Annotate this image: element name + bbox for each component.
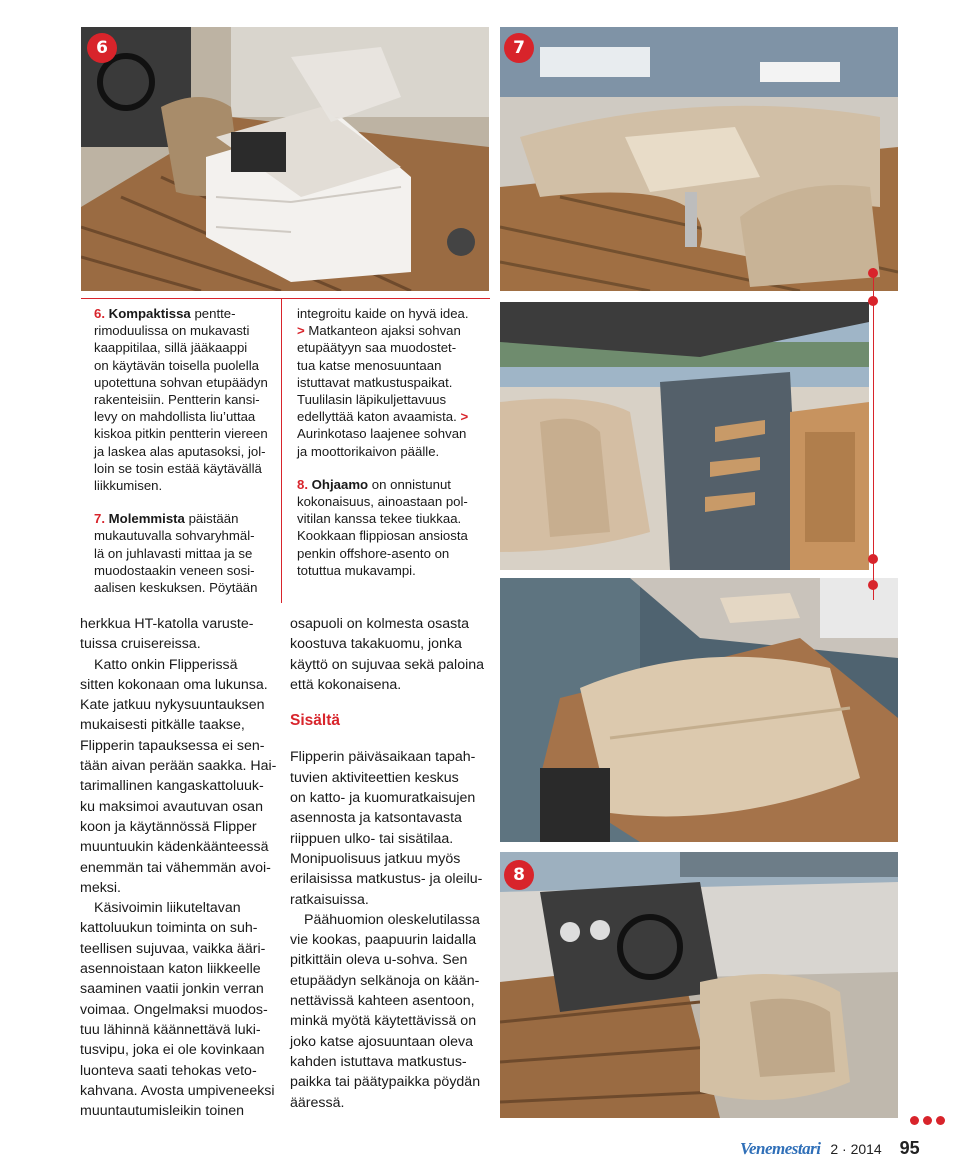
arrow-marker: > (297, 323, 305, 339)
caption-6-line: loin se tosin estää käytävällä (94, 460, 262, 476)
photo-cabin-stairs (500, 302, 869, 570)
body-line: koostuva takakuomu, jonka (290, 636, 462, 653)
body-line: tuu lähinnä käännettävä luki- (80, 1021, 261, 1038)
caption-8 (297, 476, 497, 579)
caption-8-line: penkin offshore-asento on (297, 545, 450, 561)
body-line: on katto- ja kuomuratkaisujen (290, 790, 476, 807)
body-column-1 (80, 614, 280, 1121)
body-line: tään aivan perään saakka. Hai- (80, 758, 277, 775)
caption-6-line: upotettuna sohvan etupäädyn (94, 374, 268, 390)
body-line: voimaa. Ongelmaksi muodos- (80, 1001, 268, 1018)
body-line: että kokonaisena. (290, 676, 402, 693)
body-paragraph (290, 614, 495, 695)
body-line: mukaisesti pitkälle taakse, (80, 717, 245, 734)
caption-8-line: on onnistunut (371, 476, 451, 492)
caption-7-continued (297, 305, 497, 460)
caption-frame-mid (281, 298, 282, 603)
caption-8-line: Kookkaan flippiosan ansiosta (297, 528, 468, 544)
caption-line: istuttavat matkustuspaikat. (297, 374, 453, 390)
caption-frame-top-left (81, 298, 490, 299)
body-line: muuntuukin kädenkäänteessä (80, 839, 269, 856)
body-line: asennoistaan katon liikkeelle (80, 961, 261, 978)
body-line: kahvana. Avosta umpiveneeksi (80, 1082, 275, 1099)
section-heading: Sisältä (290, 712, 340, 730)
body-line: tusvipu, joka ei ole kovinkaan (80, 1042, 265, 1059)
body-line: Päähuomion oleskelutilassa (304, 911, 480, 928)
body-line: minkä myötä käytettävissä on (290, 1013, 477, 1030)
body-paragraph (80, 655, 280, 899)
caption-8-line: vitilan kanssa tekee tiukkaa. (297, 511, 462, 527)
body-line: tuvien aktiviteettien keskus (290, 769, 459, 786)
arrow-marker: > (460, 409, 469, 425)
body-line: Käsivoimin liikuteltavan (94, 900, 241, 917)
end-marker-dots (910, 1112, 949, 1130)
caption-line: edellyttää katon avaamista. (297, 409, 457, 425)
caption-7-line: mukautuvalla sohvaryhmäl- (94, 528, 255, 544)
body-line: ku maksimoi avautuvan osan (80, 798, 263, 815)
body-line: muuntautumisleikin toinen (80, 1103, 245, 1120)
body-line: kahden istuttava matkustus- (290, 1053, 467, 1070)
caption-6-line: levy on mahdollista liu’uttaa (94, 409, 256, 425)
page-number: 95 (899, 1138, 920, 1158)
body-paragraph (290, 747, 495, 909)
caption-6-number: 6. (94, 306, 105, 321)
caption-8-line: kokonaisuus, ainoastaan pol- (297, 494, 468, 510)
body-line: Monipuolisuus jatkuu myös (290, 850, 461, 867)
photo-kitchen-module (81, 27, 489, 291)
caption-line: ja moottorikaivon päälle. (297, 443, 440, 459)
caption-8-number: 8. (297, 476, 308, 492)
body-line: etupäädyn selkänoja on kään- (290, 972, 480, 989)
caption-6 (94, 305, 279, 494)
caption-8-line: totuttua mukavampi. (297, 562, 416, 578)
body-line: pitkittäin oleva u-sohva. Sen (290, 952, 468, 969)
body-line: nettävissä kahteen asentoon, (290, 993, 475, 1010)
body-line: tarimallinen kangaskattoluuk- (80, 778, 264, 795)
body-line: kattoluukun toiminta on suh- (80, 920, 258, 937)
body-line: Kate jatkuu nykysuuntauksen (80, 697, 265, 714)
body-line: Flipperin tapauksessa ei sen- (80, 737, 265, 754)
body-line: riippuen ulko- tai sisätilaa. (290, 830, 454, 847)
caption-6-line: rakenteisiin. Pentterin kansi- (94, 392, 260, 408)
body-line: teellisen sujuvaa, vaikka ääri- (80, 940, 266, 957)
caption-line: Aurinkotaso laajenee sohvan (297, 426, 467, 442)
caption-line: etupäätyyn saa muodostet- (297, 340, 457, 356)
frame-dot-4 (868, 580, 878, 590)
frame-dot-2 (868, 296, 878, 306)
body-line: osapuoli on kolmesta osasta (290, 616, 470, 632)
caption-6-line: ja laskea alas aputasoksi, jol- (94, 443, 266, 459)
photo-badge-6: 6 (87, 33, 117, 63)
caption-7 (94, 510, 279, 596)
caption-line: integroitu kaide on hyvä idea. (297, 306, 469, 321)
body-line: koon ja käytännössä Flipper (80, 818, 257, 835)
body-line: Flipperin päiväsaikaan tapah- (290, 749, 476, 766)
caption-7-line: päistään (188, 511, 239, 527)
photo-sofa-lounge (500, 27, 898, 291)
body-paragraph (290, 910, 495, 1113)
caption-7-number: 7. (94, 511, 105, 527)
body-line: meksi. (80, 879, 121, 896)
body-paragraph (80, 614, 280, 655)
caption-right (297, 305, 497, 579)
body-line: tuissa cruisereissa. (80, 636, 201, 653)
photo-aft-sunbed (500, 578, 898, 842)
body-paragraph (80, 898, 280, 1121)
caption-7-lead: Molemmista (108, 511, 185, 527)
caption-6-line: liikkumisen. (94, 478, 163, 494)
body-line: saaminen vaatii jonkin verran (80, 981, 264, 998)
photo-badge-8: 8 (504, 860, 534, 890)
caption-6-line: rimoduulissa on mukavasti (94, 323, 250, 339)
body-line: paikka tai päätypaikka pöydän (290, 1074, 481, 1091)
frame-dot-1 (868, 268, 878, 278)
magazine-brand: Venemestari (740, 1139, 821, 1158)
caption-6-line: on käytävän toisella puolella (94, 357, 259, 373)
caption-frame-right (873, 268, 874, 600)
photo-badge-7: 7 (504, 33, 534, 63)
caption-7-line: aalisen keskuksen. Pöytään (94, 580, 258, 596)
caption-line: tua katse menosuuntaan (297, 357, 442, 373)
page-footer (740, 1138, 920, 1159)
caption-7-line: muodostaakin veneen sosi- (94, 562, 255, 578)
caption-left (94, 305, 279, 596)
body-line: käyttö on sujuvaa sekä paloina (290, 656, 485, 673)
body-line: herkkua HT-katolla varuste- (80, 616, 254, 632)
caption-6-line: pentte- (194, 306, 236, 321)
issue-number: 2 · 2014 (830, 1141, 882, 1157)
body-line: enemmän tai vähemmän avoi- (80, 859, 271, 876)
body-line: erilaisissa matkustus- ja oleilu- (290, 871, 483, 888)
frame-dot-3 (868, 554, 878, 564)
body-line: ääressä. (290, 1094, 345, 1111)
caption-6-line: kaappitilaa, sillä jääkaappi (94, 340, 248, 356)
body-column-2 (290, 614, 495, 1113)
body-line: asennosta ja katsontavasta (290, 810, 462, 827)
body-line: Katto onkin Flipperissä (94, 656, 238, 673)
caption-line: Matkanteon ajaksi sohvan (308, 323, 461, 339)
body-line: sitten kokonaan oma lukunsa. (80, 676, 268, 693)
photo-helm-station (500, 852, 898, 1118)
body-line: luonteva saati tehokas veto- (80, 1062, 257, 1079)
caption-7-line: lä on juhlavasti mittaa ja se (94, 545, 253, 561)
caption-8-lead: Ohjaamo (311, 476, 369, 492)
caption-line: Tuulilasin läpikuljettavuus (297, 392, 447, 408)
caption-6-line: kiskoa pitkin pentterin viereen (94, 426, 268, 442)
body-line: ratkaisuissa. (290, 891, 369, 908)
caption-6-lead: Kompaktissa (108, 306, 191, 321)
body-line: joko katse ajosuuntaan oleva (290, 1033, 473, 1050)
body-line: vie kookas, paapuurin laidalla (290, 932, 477, 949)
